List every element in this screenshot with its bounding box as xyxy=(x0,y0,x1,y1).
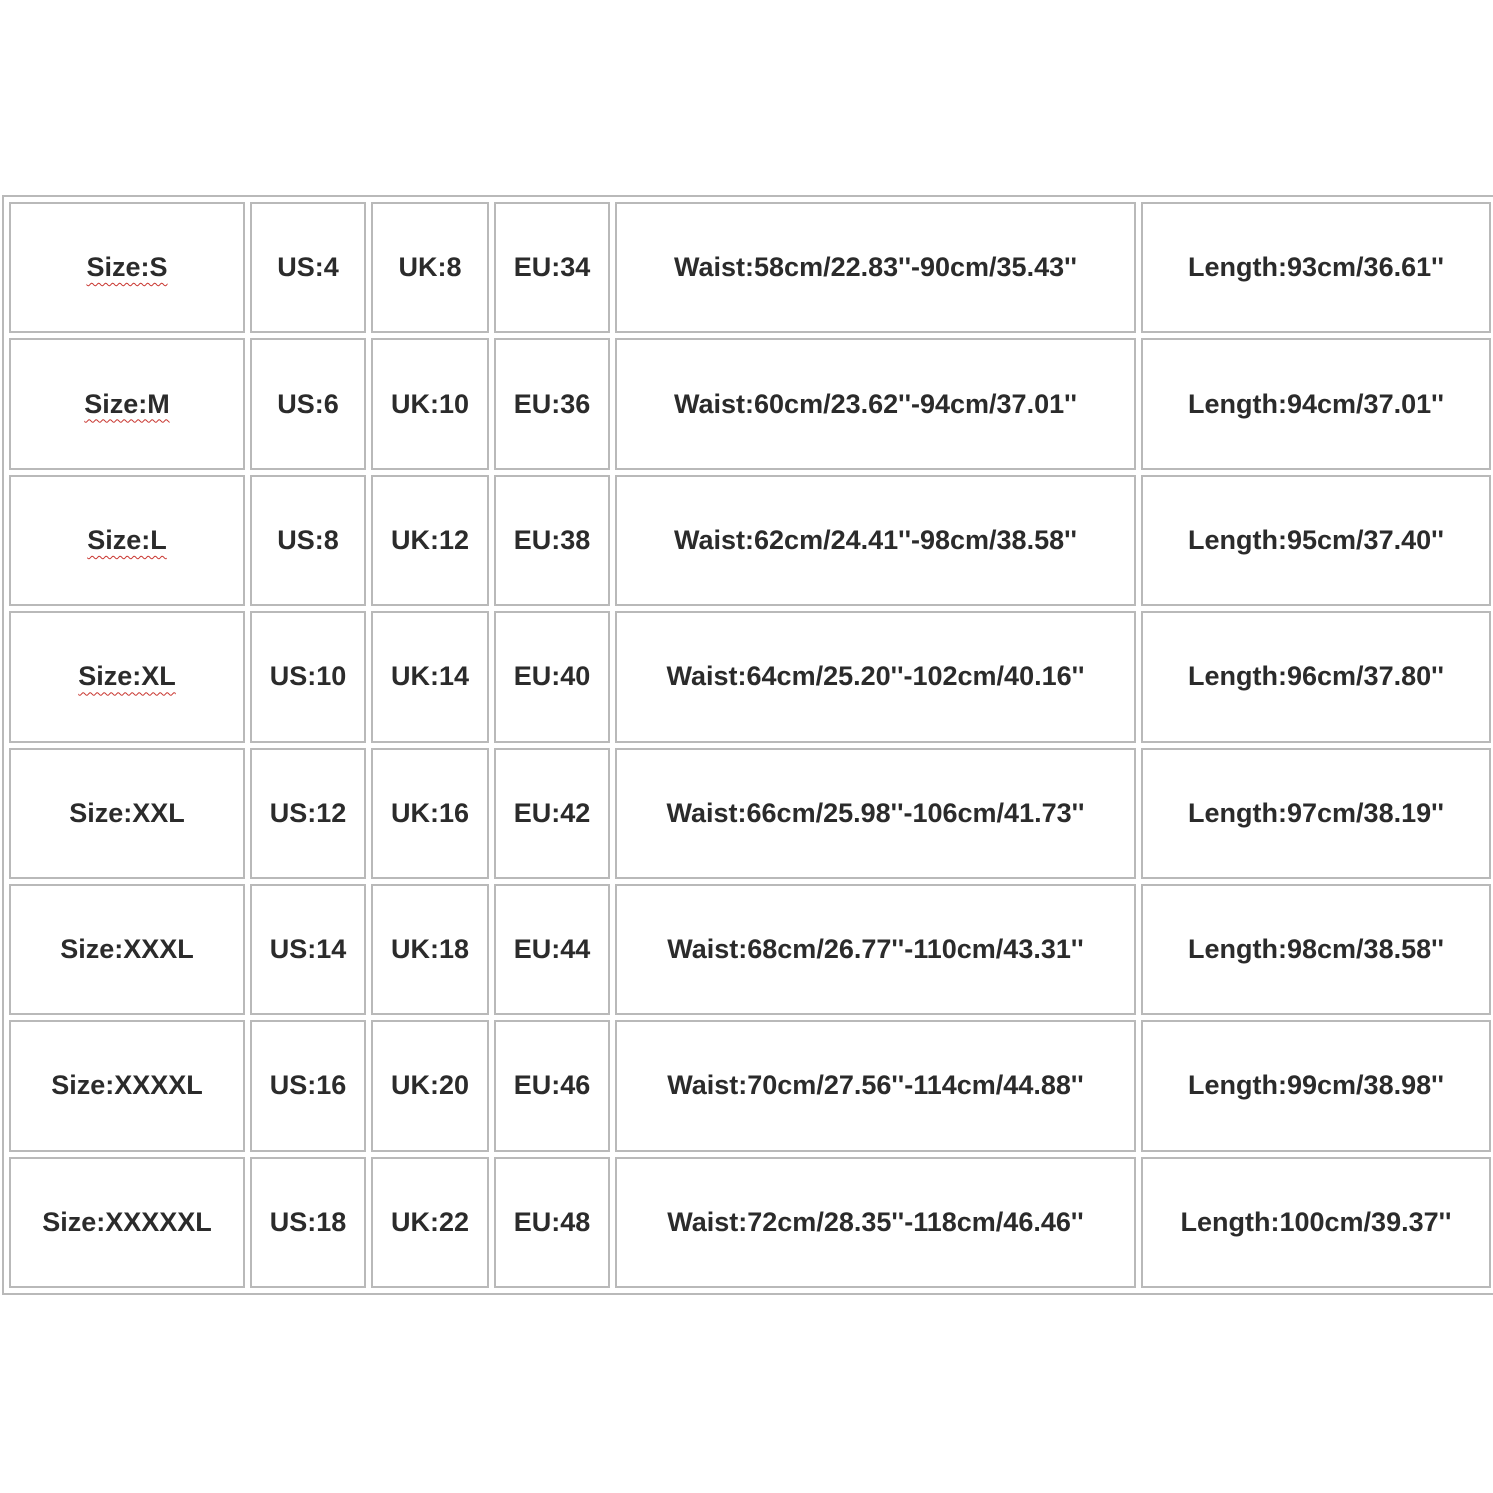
table-row xyxy=(9,202,1491,333)
uk-size-cell: UK:10 xyxy=(371,338,489,469)
uk-size-cell: UK:12 xyxy=(371,475,489,606)
size-cell xyxy=(9,1157,245,1288)
length-cell: Length:98cm/38.58'' xyxy=(1141,884,1491,1015)
size-cell xyxy=(9,202,245,333)
uk-size-cell: UK:14 xyxy=(371,611,489,742)
length-cell: Length:100cm/39.37'' xyxy=(1141,1157,1491,1288)
size-chart-table xyxy=(2,195,1493,1295)
eu-size-cell: EU:42 xyxy=(494,748,610,879)
waist-cell: Waist:70cm/27.56''-114cm/44.88'' xyxy=(615,1020,1136,1151)
us-size-cell: US:6 xyxy=(250,338,366,469)
uk-size-cell: UK:18 xyxy=(371,884,489,1015)
size-cell xyxy=(9,748,245,879)
size-label: Size:XXL xyxy=(69,797,185,828)
us-size-cell: US:14 xyxy=(250,884,366,1015)
size-cell xyxy=(9,338,245,469)
waist-cell: Waist:68cm/26.77''-110cm/43.31'' xyxy=(615,884,1136,1015)
size-label: Size:XL xyxy=(78,661,176,692)
length-cell: Length:99cm/38.98'' xyxy=(1141,1020,1491,1151)
size-label: Size:M xyxy=(84,388,170,419)
us-size-cell: US:12 xyxy=(250,748,366,879)
waist-cell: Waist:66cm/25.98''-106cm/41.73'' xyxy=(615,748,1136,879)
waist-cell: Waist:72cm/28.35''-118cm/46.46'' xyxy=(615,1157,1136,1288)
us-size-cell: US:16 xyxy=(250,1020,366,1151)
size-cell xyxy=(9,884,245,1015)
size-cell xyxy=(9,1020,245,1151)
uk-size-cell: UK:8 xyxy=(371,202,489,333)
size-label: Size:XXXL xyxy=(60,934,194,965)
table-row xyxy=(9,475,1491,606)
size-label: Size:XXXXL xyxy=(51,1070,203,1101)
us-size-cell: US:10 xyxy=(250,611,366,742)
eu-size-cell: EU:38 xyxy=(494,475,610,606)
eu-size-cell: EU:44 xyxy=(494,884,610,1015)
table-row xyxy=(9,1020,1491,1151)
uk-size-cell: UK:20 xyxy=(371,1020,489,1151)
size-label: Size:S xyxy=(86,252,168,283)
length-cell: Length:93cm/36.61'' xyxy=(1141,202,1491,333)
size-cell xyxy=(9,611,245,742)
length-cell: Length:97cm/38.19'' xyxy=(1141,748,1491,879)
table-row xyxy=(9,338,1491,469)
size-chart-body xyxy=(9,202,1491,1288)
waist-cell: Waist:62cm/24.41''-98cm/38.58'' xyxy=(615,475,1136,606)
waist-cell: Waist:64cm/25.20''-102cm/40.16'' xyxy=(615,611,1136,742)
eu-size-cell: EU:36 xyxy=(494,338,610,469)
table-row xyxy=(9,748,1491,879)
uk-size-cell: UK:22 xyxy=(371,1157,489,1288)
size-label: Size:XXXXXL xyxy=(42,1206,212,1237)
us-size-cell: US:4 xyxy=(250,202,366,333)
size-cell xyxy=(9,475,245,606)
eu-size-cell: EU:34 xyxy=(494,202,610,333)
uk-size-cell: UK:16 xyxy=(371,748,489,879)
waist-cell: Waist:58cm/22.83''-90cm/35.43'' xyxy=(615,202,1136,333)
table-row xyxy=(9,884,1491,1015)
us-size-cell: US:8 xyxy=(250,475,366,606)
length-cell: Length:94cm/37.01'' xyxy=(1141,338,1491,469)
eu-size-cell: EU:46 xyxy=(494,1020,610,1151)
length-cell: Length:96cm/37.80'' xyxy=(1141,611,1491,742)
us-size-cell: US:18 xyxy=(250,1157,366,1288)
table-row xyxy=(9,1157,1491,1288)
eu-size-cell: EU:48 xyxy=(494,1157,610,1288)
size-label: Size:L xyxy=(87,524,167,555)
table-row xyxy=(9,611,1491,742)
waist-cell: Waist:60cm/23.62''-94cm/37.01'' xyxy=(615,338,1136,469)
eu-size-cell: EU:40 xyxy=(494,611,610,742)
length-cell: Length:95cm/37.40'' xyxy=(1141,475,1491,606)
